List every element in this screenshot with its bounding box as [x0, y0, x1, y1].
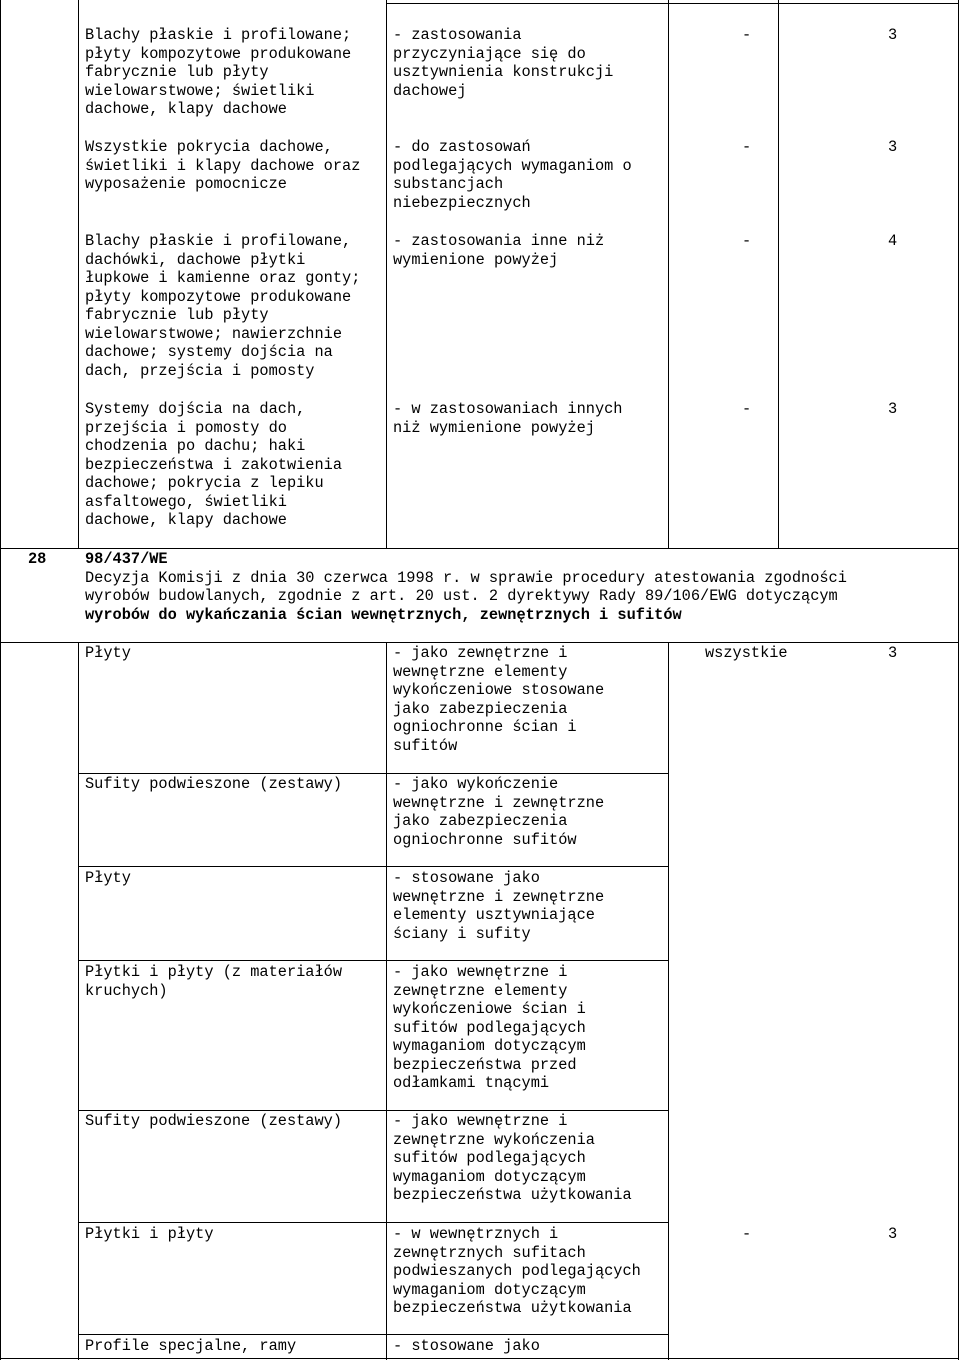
section-line-2: wyrobów budowlanych, zgodnie z art. 20 ust. 2 dyrektywy Rady 89/106/EWG dotyczącym	[85, 587, 838, 605]
product-cell: Blachy płaskie i profilowane; płyty kompozytowe produkowane fabrycznie lub płyty wielowarstwowe; świetliki dachowe, klapy dachowe	[85, 26, 352, 118]
section-line-1: Decyzja Komisji z dnia 30 czerwca 1998 r. w sprawie procedury atestowania zgodności	[85, 568, 847, 587]
table-border-left	[0, 0, 1, 1360]
row-sep-1	[78, 773, 668, 774]
row-sep-4	[78, 1110, 668, 1111]
col-line-bottom-c	[668, 642, 669, 1360]
table-border-right	[958, 0, 959, 1360]
col-line-bottom-a	[78, 642, 79, 1360]
product-cell: Profile specjalne, ramy	[85, 1337, 297, 1355]
system-cell: 3	[888, 138, 898, 156]
system-cell: 4	[888, 232, 898, 250]
class-cell: wszystkie	[705, 644, 788, 662]
product-cell: Płytki i płyty (z materiałów kruchych)	[85, 963, 343, 1000]
system-cell: 3	[888, 1225, 898, 1243]
top-hline-right	[668, 3, 958, 4]
col-line-b	[386, 0, 387, 548]
use-cell: - w wewnętrznych i zewnętrznych sufitach podwieszanych podlegających wymaganiom dotyczącym bezpieczeństwa użytkowania	[393, 1225, 641, 1317]
col-line-a	[78, 0, 79, 548]
use-cell: - stosowane jako wewnętrzne i zewnętrzne elementy usztywniające ściany i sufity	[393, 869, 605, 943]
class-cell: -	[742, 400, 752, 418]
row-sep-6	[78, 1334, 668, 1335]
col-line-d	[778, 0, 779, 548]
use-cell: - do zastosowań podlegających wymaganiom o substancjach niebezpiecznych	[393, 138, 632, 212]
section-number: 28	[28, 550, 47, 568]
class-cell: -	[742, 1225, 752, 1243]
section-line-top	[0, 548, 959, 549]
row-sep-2	[78, 866, 668, 867]
use-cell: - zastosowania inne niż wymienione powyżej	[393, 232, 605, 269]
system-cell: 3	[888, 400, 898, 418]
use-cell: - jako zewnętrzne i wewnętrzne elementy wykończeniowe stosowane jako zabezpieczenia ogniochronne ścian i sufitów	[393, 644, 605, 755]
product-cell: Płytki i płyty	[85, 1225, 214, 1243]
use-cell: - jako wewnętrzne i zewnętrzne elementy wykończeniowe ścian i sufitów podlegających wymaganiom dotyczącym bezpieczeństwa przed odłamkami tnącymi	[393, 963, 586, 1092]
section-line-bottom	[0, 642, 959, 643]
class-cell: -	[742, 232, 752, 250]
product-cell: Sufity podwieszone (zestawy)	[85, 775, 343, 793]
use-cell: - w zastosowaniach innych niż wymienione powyżej	[393, 400, 623, 437]
system-cell: 3	[888, 26, 898, 44]
product-cell: Blachy płaskie i profilowane, dachówki, dachowe płytki łupkowe i kamienne oraz gonty; płyty kompozytowe produkowane fabrycznie lub płyty wielowarstwowe; nawierzchnie dachowe; systemy dojścia na dach, przejścia i pomosty	[85, 232, 361, 380]
use-cell: - zastosowania przyczyniające się do usztywnienia konstrukcji dachowej	[393, 26, 614, 100]
class-cell: -	[742, 138, 752, 156]
system-cell: 3	[888, 644, 898, 662]
top-hline-mid	[386, 3, 668, 4]
section-line-3: wyrobów do wykańczania ścian wewnętrznych, zewnętrznych i sufitów	[85, 605, 682, 624]
product-cell: Płyty	[85, 869, 131, 887]
product-cell: Płyty	[85, 644, 131, 662]
page-bottom-line	[0, 1358, 959, 1359]
col-line-bottom-b	[386, 642, 387, 1360]
section-code: 98/437/WE	[85, 550, 168, 568]
use-cell: - stosowane jako	[393, 1337, 540, 1355]
class-cell: -	[742, 26, 752, 44]
row-sep-5	[78, 1222, 668, 1223]
product-cell: Wszystkie pokrycia dachowe, świetliki i klapy dachowe oraz wyposażenie pomocnicze	[85, 138, 361, 193]
col-line-c	[668, 0, 669, 548]
use-cell: - jako wykończenie wewnętrzne i zewnętrzne jako zabezpieczenia ogniochronne sufitów	[393, 775, 605, 849]
product-cell: Sufity podwieszone (zestawy)	[85, 1112, 343, 1130]
use-cell: - jako wewnętrzne i zewnętrzne wykończenia sufitów podlegających wymaganiom dotyczącym bezpieczeństwa użytkowania	[393, 1112, 632, 1204]
row-sep-3	[78, 960, 668, 961]
product-cell: Systemy dojścia na dach, przejścia i pomosty do chodzenia po dachu; haki bezpieczeństwa i zakotwienia dachowe; pokrycia z lepiku asfaltowego, świetliki dachowe, klapy dachowe	[85, 400, 343, 529]
